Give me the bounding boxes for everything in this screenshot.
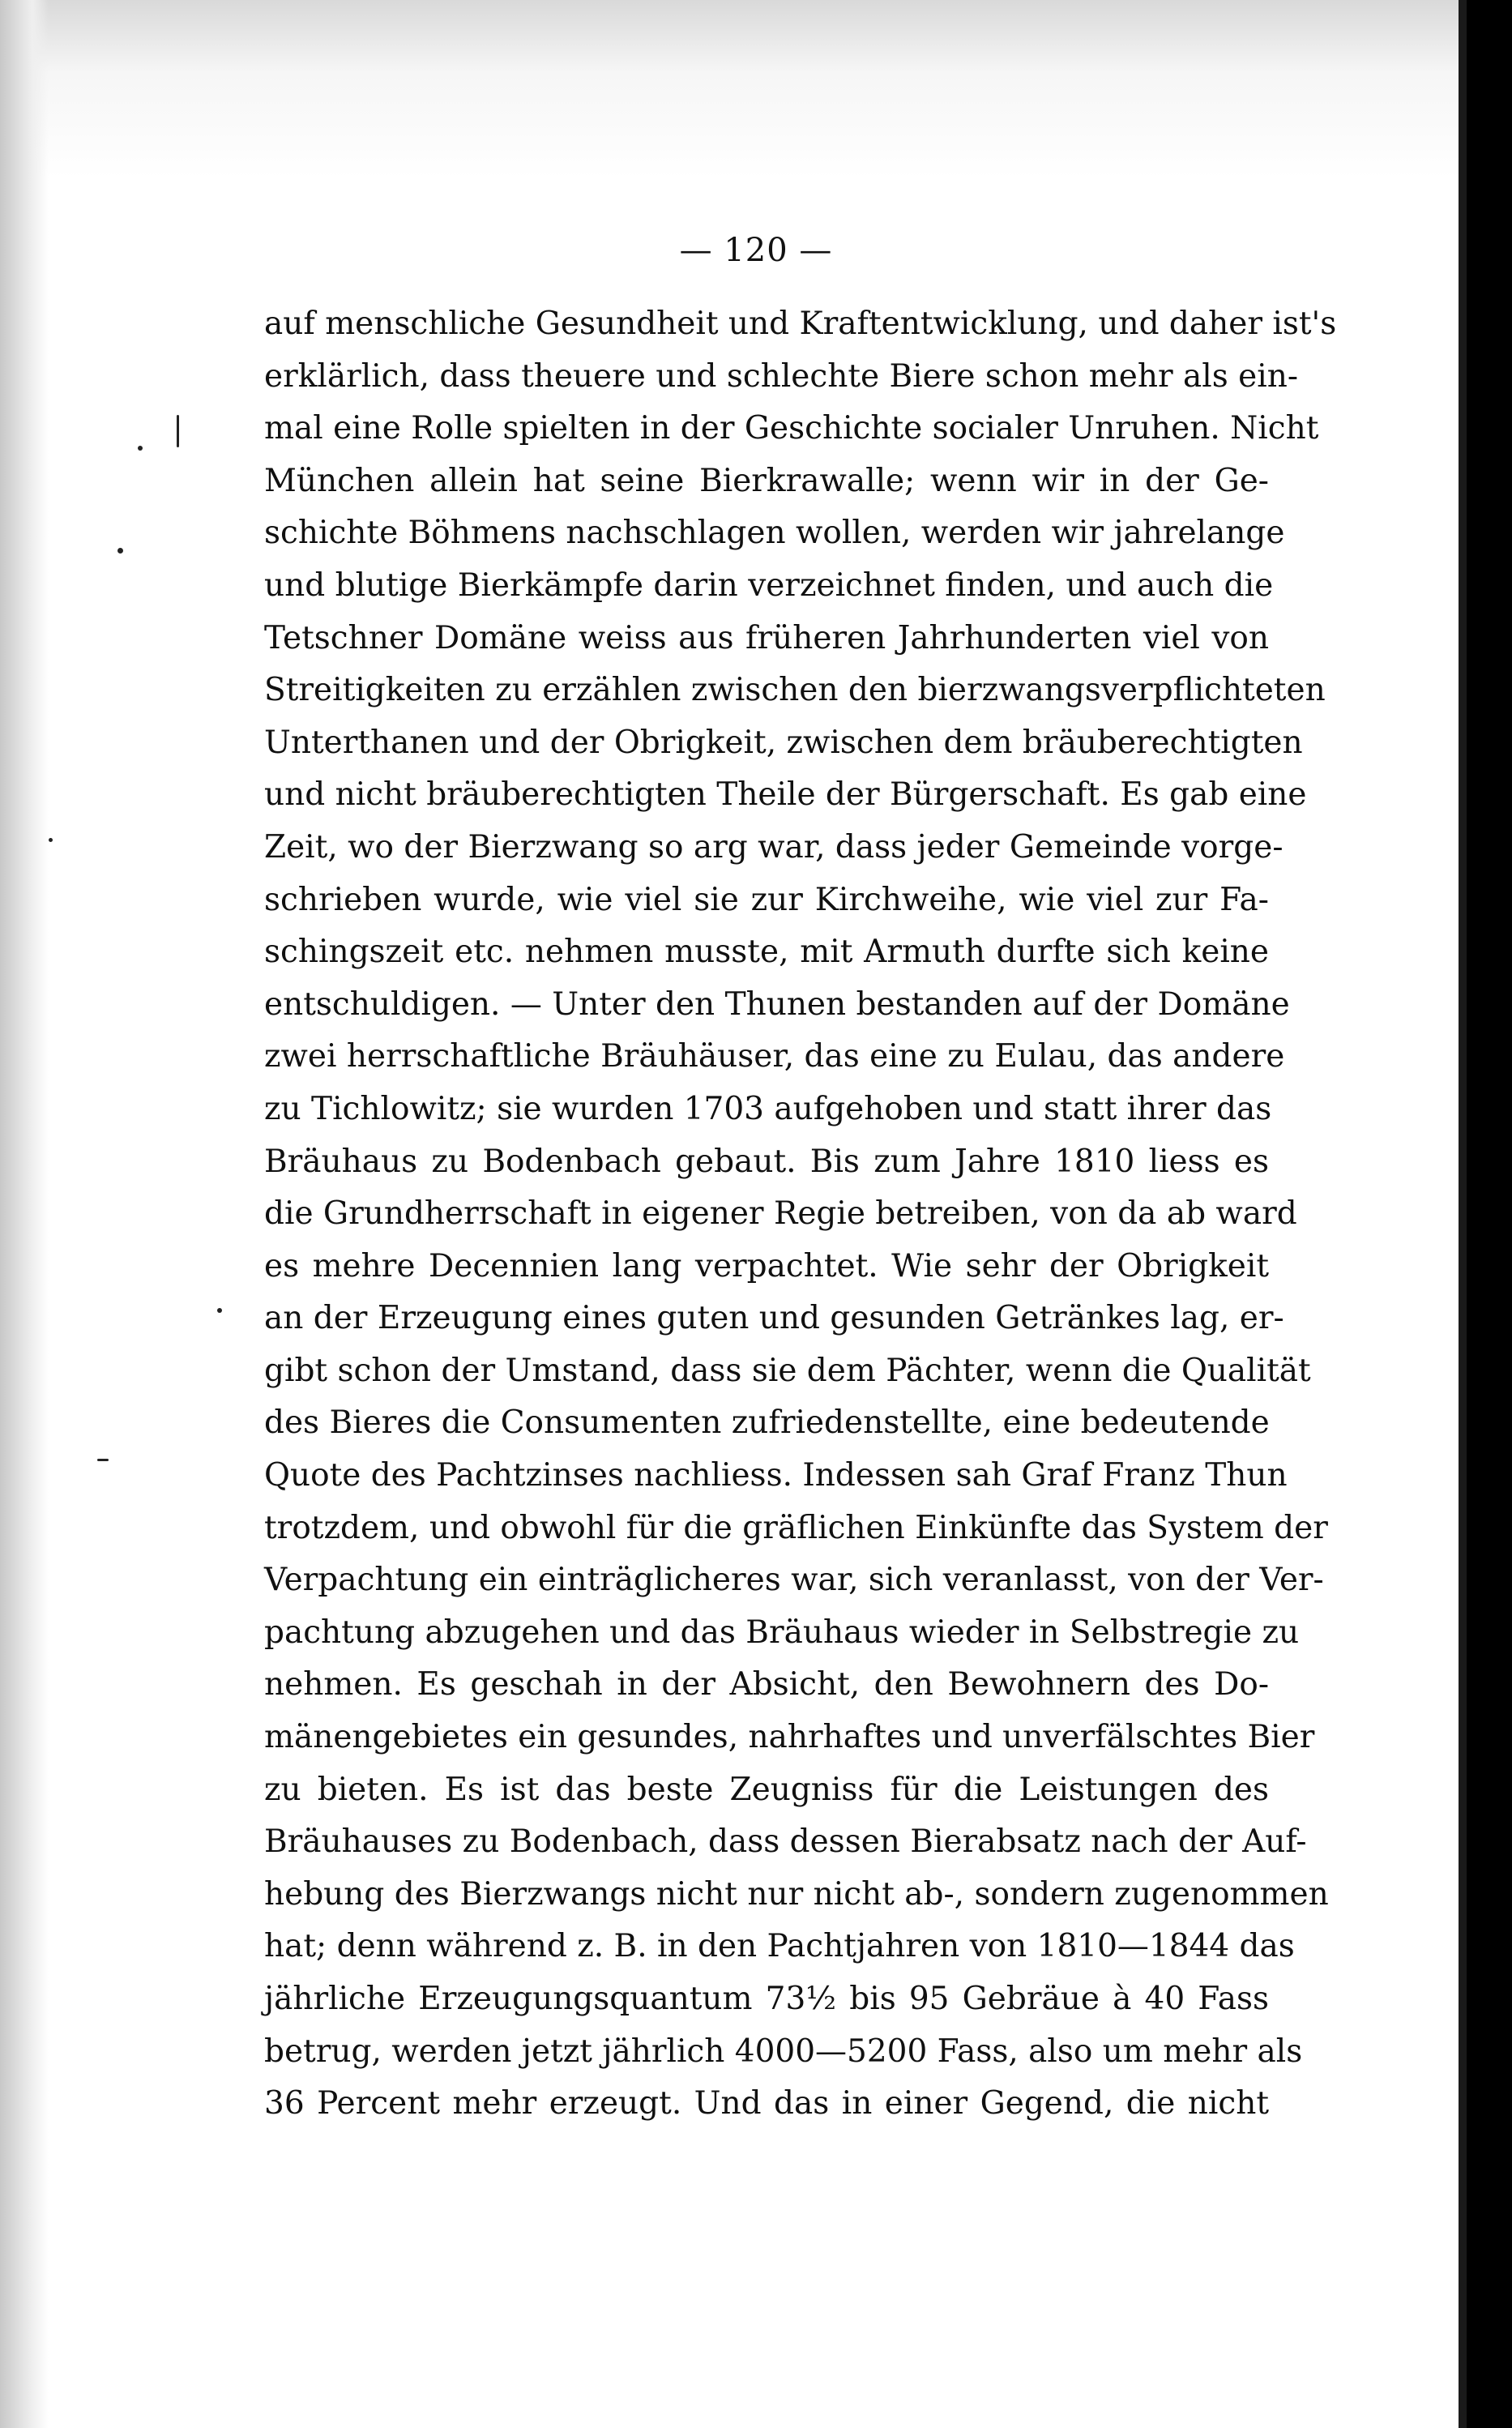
text-line: es mehre Decennien lang verpachtet. Wie sehr der Obrigkeit [264, 1247, 1269, 1285]
text-line: Bräuhauses zu Bodenbach, dass dessen Bierabsatz nach der Auf- [264, 1823, 1307, 1861]
text-line: betrug, werden jetzt jährlich 4000—5200 Fass, also um mehr als [264, 2033, 1303, 2070]
text-line: die Grundherrschaft in eigener Regie betreiben, von da ab ward [264, 1195, 1297, 1233]
text-line: 36 Percent mehr erzeugt. Und das in einer Gegend, die nicht [264, 2085, 1269, 2122]
text-line: Unterthanen und der Obrigkeit, zwischen dem bräuberechtigten [264, 724, 1303, 761]
text-line: Zeit, wo der Bierzwang so arg war, dass jeder Gemeinde vorge- [264, 828, 1283, 866]
scan-speck [138, 446, 143, 451]
text-line: jährliche Erzeugungsquantum 73½ bis 95 Gebräue à 40 Fass [264, 1981, 1269, 2017]
binding-shadow [0, 0, 49, 2428]
text-line: trotzdem, und obwohl für die gräflichen Einkünfte das System der [264, 1509, 1328, 1546]
text-line: mal eine Rolle spielten in der Geschichte socialer Unruhen. Nicht [264, 410, 1319, 447]
scan-speck [97, 1459, 109, 1461]
scan-speck [117, 548, 123, 554]
text-line: an der Erzeugung eines guten und gesunden Getränkes lag, er- [264, 1300, 1284, 1337]
scan-speck [177, 415, 179, 447]
text-line: Quote des Pachtzinses nachliess. Indessen sah Graf Franz Thun [264, 1457, 1288, 1494]
text-line: mänengebietes ein gesundes, nahrhaftes und unverfälschtes Bier [264, 1719, 1315, 1756]
text-line: und blutige Bierkämpfe darin verzeichnet finden, und auch die [264, 566, 1274, 604]
text-line: schrieben wurde, wie viel sie zur Kirchweihe, wie viel zur Fa- [264, 881, 1269, 918]
text-line: nehmen. Es geschah in der Absicht, den Bewohnern des Do- [264, 1666, 1269, 1703]
text-line: schingszeit etc. nehmen musste, mit Armuth durfte sich keine [264, 934, 1269, 971]
page-edge-shadow [1459, 0, 1467, 2428]
text-line: gibt schon der Umstand, dass sie dem Pächter, wenn die Qualität [264, 1352, 1311, 1389]
scan-speck [217, 1308, 222, 1313]
text-line: zu bieten. Es ist das beste Zeugniss für die Leistungen des [264, 1771, 1269, 1808]
text-line: auf menschliche Gesundheit und Kraftentwicklung, und daher ist's [264, 306, 1337, 342]
scan-speck [49, 838, 53, 842]
text-line: München allein hat seine Bierkrawalle; wenn wir in der Ge- [264, 462, 1269, 499]
text-line: pachtung abzugehen und das Bräuhaus wieder in Selbstregie zu [264, 1614, 1300, 1651]
text-line: des Bieres die Consumenten zufriedenstellte, eine bedeutende [264, 1404, 1270, 1442]
text-line: hebung des Bierzwangs nicht nur nicht ab-, sondern zugenommen [264, 1875, 1329, 1913]
text-line: zu Tichlowitz; sie wurden 1703 aufgehoben und statt ihrer das [264, 1090, 1272, 1127]
text-line: schichte Böhmens nachschlagen wollen, werden wir jahrelange [264, 515, 1285, 552]
text-line: Streitigkeiten zu erzählen zwischen den bierzwangsverpflichteten [264, 672, 1326, 709]
text-line: zwei herrschaftliche Bräuhäuser, das eine zu Eulau, das andere [264, 1038, 1285, 1075]
text-line: hat; denn während z. B. in den Pachtjahren von 1810—1844 das [264, 1928, 1295, 1965]
text-line: erklärlich, dass theuere und schlechte Biere schon mehr als ein- [264, 357, 1298, 395]
text-line: Bräuhaus zu Bodenbach gebaut. Bis zum Jahre 1810 liess es [264, 1143, 1269, 1180]
text-line: entschuldigen. — Unter den Thunen bestanden auf der Domäne [264, 985, 1290, 1023]
text-line: und nicht bräuberechtigten Theile der Bürgerschaft. Es gab eine [264, 776, 1307, 814]
page-number: — 120 — [679, 232, 833, 269]
text-line: Tetschner Domäne weiss aus früheren Jahrhunderten viel von [264, 619, 1269, 656]
text-line: Verpachtung ein einträglicheres war, sich veranlasst, von der Ver- [264, 1562, 1324, 1599]
body-text [264, 298, 1337, 2131]
